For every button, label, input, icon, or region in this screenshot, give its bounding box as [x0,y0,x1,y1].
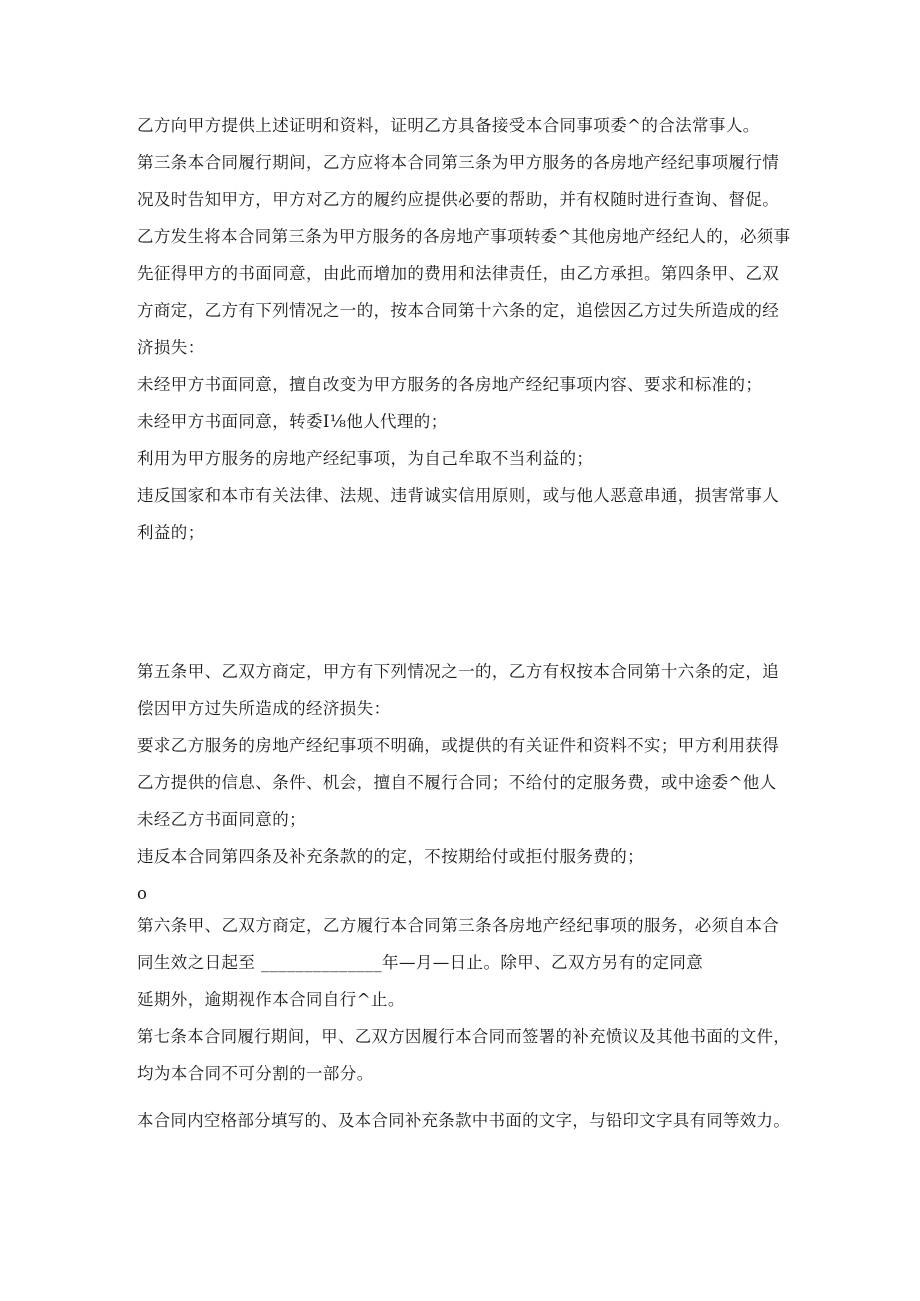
text-line: 第七条本合同履行期间，甲、乙双方因履行本合同而签署的补充愤议及其他书面的文件， [137,1027,791,1046]
text-line: 偿因甲方过失所造成的经济损失： [137,699,391,718]
text-line: 况及时告知甲方，甲方对乙方的履约应提供必要的帮助，并有权随时进行查询、督促。 [137,190,780,209]
text-line: 未经甲方书面同意，转委I⅛他人代理的； [137,412,448,431]
text-line: 乙方提供的信息、条件、机会，擅自不履行合同；不给付的定服务费，或中途委^他人 [137,773,777,792]
text-line: 均为本合同不可分割的一部分。 [137,1064,374,1083]
text-line: 济损失： [137,338,205,357]
text-line: 同生效之日起至 ______________年—月—日止。除甲、乙双方另有的定同意 [137,953,704,972]
text-line: 利益的； [137,523,205,542]
text-line: 乙方发生将本合同第三条为甲方服务的各房地产事项转委^其他房地产经纪人的，必须事 [137,227,791,246]
text-line: 要求乙方服务的房地产经纪事项不明确，或提供的有关证件和资料不实；甲方利用获得 [137,736,780,755]
text-line: 方商定，乙方有下列情况之一的，按本合同第十六条的定，追偿因乙方过失所造成的经 [137,301,780,320]
text-line: 先征得甲方的书面同意，由此而增加的费用和法律责任，由乙方承担。第四条甲、乙双 [137,264,780,283]
text-line: 违反国家和本市有关法律、法规、违背诚实信用原则，或与他人恶意串通，损害常事人 [137,486,780,505]
text-line: 未经甲方书面同意，擅自改变为甲方服务的各房地产经纪事项内容、要求和标准的； [137,375,763,394]
text-line: 违反本合同第四条及补充条款的的定，不按期给付或拒付服务费的； [137,847,644,866]
text-line: 未经乙方书面同意的； [137,810,306,829]
text-line: o [137,884,148,903]
text-line: 乙方向甲方提供上述证明和资料，证明乙方具备接受本合同事项委^的合法常事人。 [137,116,760,135]
text-line: 本合同内空格部分填写的、及本合同补充条款中书面的文字，与铅印文字具有同等效力。 [137,1111,791,1130]
text-line: 第六条甲、乙双方商定，乙方履行本合同第三条各房地产经纪事项的服务，必须自本合 [137,916,780,935]
text-line: 第三条本合同履行期间，乙方应将本合同第三条为甲方服务的各房地产经纪事项履行情 [137,153,780,172]
text-line: 延期外，逾期视作本合同自行^止。 [137,990,405,1009]
text-line: 利用为甲方服务的房地产经纪事项，为自己牟取不当利益的； [137,449,594,468]
text-line: 第五条甲、乙双方商定，甲方有下列情况之一的，乙方有权按本合同第十六条的定，追 [137,662,780,681]
